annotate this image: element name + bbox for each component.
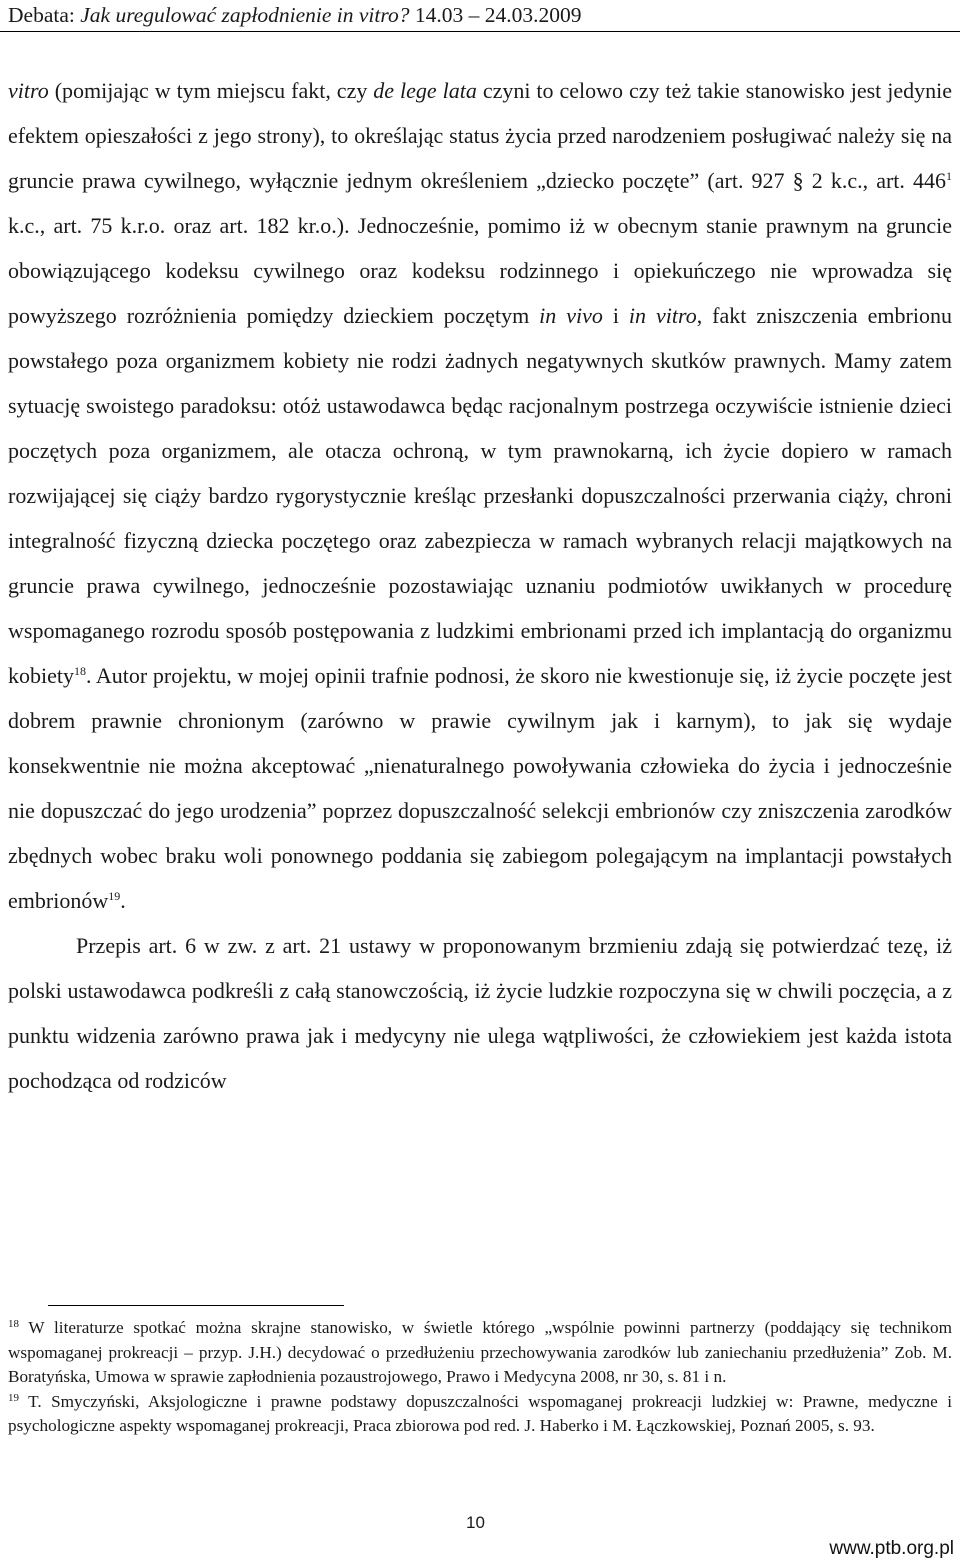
running-header [8,0,952,30]
text-run: , fakt zniszczenia embrionu powstałego poza organizmem kobiety nie rodzi żadnych negatywnych skutków prawnych. Mamy zatem sytuację swoistego paradoksu: otóż ustawodawca będąc racjonalnym postrzega oczywiście istnienie dzieci poczętych poza organizmem, ale otacza ochroną, w tym prawnokarną, ich życie dopiero w ramach rozwijającej się ciąży bardzo rygorystycznie kreśląc przesłanki dopuszczalności przerwania ciąży, chroni integralność fizyczną dziecka poczętego oraz zabezpiecza w ramach wybranych relacji majątkowych na gruncie prawa cywilnego, jednocześnie pozostawiając uznaniu podmiotów uwikłanych w procedurę wspomaganego rozrodu sposób postępowania z ludzkimi embrionami przed ich implantacją do organizmu kobiety [8,303,952,688]
text-run: (pomijając w tym miejscu fakt, czy [48,78,374,103]
text-run: k.c., art. 75 k.r.o. oraz art. 182 kr.o.). Jednocześnie, pomimo iż w obecnym stanie prawnym na gruncie obowiązującego kodeksu cywilnego oraz kodeksu rodzinnego i opiekuńczego nie wprowadza się powyższego rozróżnienia pomiędzy dzieckiem poczętym [8,213,952,328]
footnote-ref-18[interactable]: 18 [74,664,86,678]
paragraph-1 [8,68,952,923]
footnote-number: 18 [8,1318,19,1330]
paragraph-2: Przepis art. 6 w zw. z art. 21 ustawy w proponowanym brzmieniu zdają się potwierdzać tezę, iż polski ustawodawca podkreśli z całą stanowczością, iż życie ludzkie rozpoczyna się w chwili poczęcia, a z punktu widzenia zarówno prawa jak i medycyny nie ulega wątpliwości, że człowiekiem jest każda istota pochodząca od rodziców [8,933,952,1093]
header-rule [0,31,960,32]
header-title: Jak uregulować zapłodnienie in vitro? [80,3,410,27]
footnotes [8,1316,952,1439]
superscript: 1 [946,169,952,183]
text-run: czyni to celowo czy też takie stanowisko jest jedynie efektem opieszałości z jego strony), to określając status życia przed narodzeniem posługiwać należy się na gruncie prawa cywilnego, wyłącznie jednym określeniem „dziecko poczęte” (art. 927 § 2 k.c., art. 446 [8,78,953,193]
page-number: 10 [466,1513,485,1532]
footnote-19 [8,1390,952,1439]
footnote-text: T. Smyczyński, Aksjologiczne i prawne podstawy dopuszczalności wspomaganej prokreacji ludzkiej w: Prawne, medyczne i psychologiczne aspekty wspomaganej prokreacji, Praca zbiorowa pod red. J. Haberko i M. Łączkowskiej, Poznań 2005, s. 93. [8,1391,952,1435]
italic-term: de lege lata [373,78,477,103]
italic-term: vitro [8,78,49,103]
text-run: . Autor projektu, w mojej opinii trafnie podnosi, że skoro nie kwestionuje się, iż życie poczęte jest dobrem prawnie chronionym (zarówno w prawie cywilnym jak i karnym), to jak się wydaje konsekwentnie nie można akceptować „nienaturalnego powoływania człowieka do życia i jednocześnie nie dopuszczać do jego urodzenia” poprzez dopuszczalność selekcji embrionów czy zniszczenia zarodków zbędnych wobec braku woli ponownego poddania się zabiegom polegającym na implantacji powstałych embrionów [8,663,952,913]
footnote-ref-19[interactable]: 19 [108,889,121,903]
text-run: i [602,303,629,328]
text-run: . [120,888,126,913]
main-text [8,68,952,1103]
footnote-18 [8,1316,952,1390]
footnote-number: 19 [8,1391,19,1404]
footnote-text: W literaturze spotkać można skrajne stanowisko, w świetle którego „wspólnie powinni partnerzy (poddający się technikom wspomaganej prokreacji – przyp. J.H.) decydować o przedłużeniu przechowywania zarodków lub zaniechaniu przedłużenia” Zob. M. Boratyńska, Umowa w sprawie zapłodnienia pozaustrojowego, Prawo i Medycyna 2008, nr 30, s. 81 i n. [8,1318,952,1386]
italic-term: in vitro [628,303,697,328]
footnote-separator [48,1305,344,1306]
italic-term: in vivo [539,303,603,328]
header-prefix: Debata: [8,3,81,27]
site-watermark: www.ptb.org.pl [829,1538,954,1559]
header-dates: 14.03 – 24.03.2009 [409,3,582,27]
